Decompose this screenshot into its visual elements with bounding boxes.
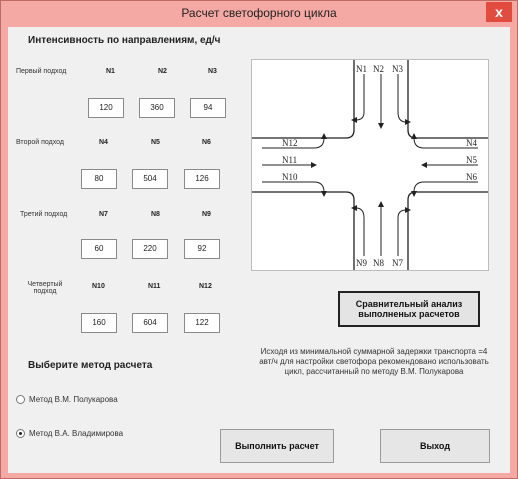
col-label-n12: N12 [199, 283, 212, 290]
close-icon: x [495, 4, 503, 20]
input-n5[interactable]: 504 [132, 169, 168, 189]
col-label-n10: N10 [92, 283, 105, 290]
method-option-label: Метод В.М. Полукарова [29, 395, 118, 404]
approach-1-label: Первый подход [16, 68, 67, 75]
input-n11[interactable]: 604 [132, 313, 168, 333]
radio-button-selected[interactable] [16, 429, 25, 438]
label-n5: N5 [466, 155, 477, 165]
intersection-svg [252, 60, 488, 270]
col-label-n4: N4 [99, 139, 108, 146]
col-label-n6: N6 [202, 139, 211, 146]
method-option-label: Метод В.А. Владимирова [29, 429, 124, 438]
label-n8: N8 [373, 258, 384, 268]
col-label-n7: N7 [99, 211, 108, 218]
label-n10: N10 [282, 172, 298, 182]
input-n1[interactable]: 120 [88, 98, 124, 118]
run-calculation-button[interactable]: Выполнить расчет [220, 429, 334, 463]
input-n10[interactable]: 160 [81, 313, 117, 333]
label-n4: N4 [466, 138, 477, 148]
method-option-vladimirov[interactable] [16, 429, 123, 438]
approach-2-label: Второй подход [16, 139, 64, 146]
recommendation-text: Исходя из минимальной суммарной задержки транспорта =4 авт/ч для настройки светофора рекомендовано использовать цикл, рассчитанный по методу В.М. Полукарова [259, 347, 489, 376]
input-n7[interactable]: 60 [81, 239, 117, 259]
road-edge-se [408, 192, 488, 270]
road-edge-sw [252, 192, 354, 270]
label-n9: N9 [356, 258, 367, 268]
close-button[interactable] [486, 2, 512, 22]
exit-button[interactable]: Выход [380, 429, 490, 463]
col-label-n1: N1 [106, 68, 115, 75]
label-n2: N2 [373, 64, 384, 74]
input-n12[interactable]: 122 [184, 313, 220, 333]
input-n4[interactable]: 80 [81, 169, 117, 189]
col-label-n11: N11 [148, 283, 161, 290]
arrow-n6 [414, 182, 478, 196]
label-n7: N7 [392, 258, 403, 268]
input-n6[interactable]: 126 [184, 169, 220, 189]
col-label-n8: N8 [151, 211, 160, 218]
road-edge-ne [408, 60, 488, 138]
radio-button[interactable] [16, 395, 25, 404]
input-n9[interactable]: 92 [184, 239, 220, 259]
col-label-n5: N5 [151, 139, 160, 146]
title-bar[interactable] [1, 1, 517, 27]
intersection-diagram [251, 59, 489, 271]
label-n11: N11 [282, 155, 298, 165]
road-edge-nw [252, 60, 354, 138]
intensity-heading: Интенсивность по направлениям, ед/ч [28, 35, 221, 46]
method-heading: Выберите метод расчета [28, 360, 153, 371]
window-title: Расчет светофорного цикла [181, 6, 337, 20]
label-n3: N3 [392, 64, 403, 74]
arrow-n10 [262, 182, 324, 196]
approach-3-label: Третий подход [20, 211, 68, 218]
col-label-n2: N2 [158, 68, 167, 75]
input-n3[interactable]: 94 [190, 98, 226, 118]
label-n6: N6 [466, 172, 477, 182]
col-label-n9: N9 [202, 211, 211, 218]
approach-4-label: Четвертый подход [27, 281, 63, 295]
compare-analysis-button[interactable]: Сравнительный анализ выполненых расчетов [338, 291, 480, 327]
col-label-n3: N3 [208, 68, 217, 75]
input-n2[interactable]: 360 [139, 98, 175, 118]
label-n1: N1 [356, 64, 367, 74]
label-n12: N12 [282, 138, 298, 148]
method-option-polukarov[interactable] [16, 395, 118, 404]
form-body [8, 27, 510, 473]
input-n8[interactable]: 220 [132, 239, 168, 259]
